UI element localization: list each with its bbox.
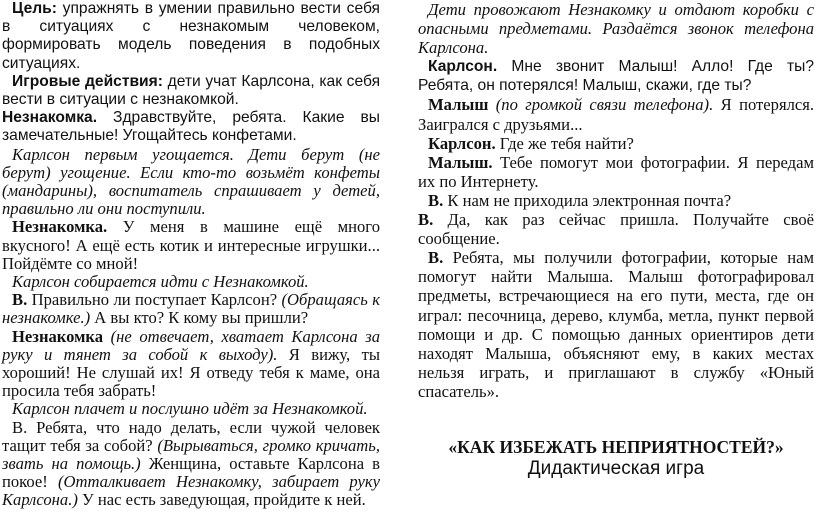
malysh-lost	[418, 95, 814, 133]
line-text: К нам не приходила электронная почта?	[443, 190, 732, 210]
section-title: «КАК ИЗБЕЖАТЬ НЕПРИЯТНОСТЕЙ?»	[448, 437, 784, 457]
line-text: Женщина, оставьте Карлсона в покое!	[2, 454, 381, 492]
section-subtitle: Дидактическая игра	[527, 458, 705, 479]
stranger-invitation	[2, 218, 380, 273]
line-text: А вы кто? К кому вы пришли?	[90, 308, 309, 328]
teacher-email-arrived	[418, 210, 814, 248]
stage-direction-inline: (Отталкивает Незнакомку, забирает руку Карлсона.)	[2, 472, 381, 510]
game-actions-label: Игровые действия:	[12, 72, 163, 90]
goal-label: Цель:	[12, 0, 57, 17]
left-column	[2, 0, 380, 510]
stage-direction-treats: Карлсон первым угощается. Дети берут (не берут) угощение. Если кто-то возьмёт конфеты (мандарины), воспитатель спрашивает у детей, правильно ли они поступили.	[2, 144, 380, 219]
speaker-label: В.	[418, 210, 434, 230]
speaker-label: Малыш.	[428, 152, 493, 172]
game-actions-text: дети учат Карлсона, как себя вести в ситуации с незнакомкой.	[2, 72, 381, 109]
stranger-greeting	[2, 109, 380, 145]
speaker-label: Карлсон.	[428, 58, 498, 76]
teacher-email-question	[418, 191, 814, 210]
speaker-label: Незнакомка.	[2, 109, 98, 127]
stage-direction-inline: (по громкой связи телефона).	[488, 95, 714, 115]
malysh-photos	[418, 153, 814, 191]
line-text: Здравствуйте, ребята. Какие вы замечательные! Угощайтесь конфетами.	[2, 109, 380, 145]
speaker-label: В.	[428, 248, 444, 268]
line-text: У меня в машине ещё много вкусного! А ещё есть котик и интересные игрушки... Пойдёмте со мной!	[2, 217, 380, 273]
stage-direction-inline: (не отвечает, хватает Карлсона за руку и тянет за собой к выходу).	[2, 326, 380, 364]
goal-paragraph	[2, 0, 380, 73]
right-column	[418, 0, 814, 401]
line-text: У нас есть заведующая, пройдите к ней.	[77, 490, 366, 510]
speaker-label: Незнакомка	[12, 326, 104, 346]
goal-text: упражнять в умении правильно вести себя в ситуациях с незнакомым человеком, формировать модель поведения в подобных ситуациях.	[2, 0, 380, 72]
teacher-question	[2, 291, 380, 327]
teacher-photos-explanation	[418, 248, 814, 401]
line-text: Я потерялся. Заигрался с друзьями...	[418, 95, 814, 134]
teacher-intervention	[2, 419, 380, 510]
line-text: Мне звонит Малыш! Алло! Где ты? Ребята, он потерялся! Малыш, скажи, где ты?	[418, 58, 814, 95]
line-text: Да, как раз сейчас пришла. Получайте своё сообщение.	[418, 210, 814, 249]
line-text: Тебе помогут мои фотографии. Я передам их по Интернету.	[418, 152, 814, 191]
game-actions-paragraph	[2, 73, 380, 109]
stage-direction-inline: (Вырываться, громко кричать, звать на помощь.)	[2, 435, 380, 474]
line-text: В. Ребята, что надо делать, если чужой человек тащит тебя за собой?	[2, 417, 380, 455]
speaker-label: Карлсон.	[428, 133, 496, 153]
stage-direction-phone: Дети провожают Незнакомку и отдают коробки с опасными предметами. Раздаётся звонок телефона Карлсона.	[418, 0, 814, 58]
line-text: Где же тебя найти?	[495, 133, 634, 153]
line-text: Ребята, мы получили фотографии, которые нам помогут найти Малыша. Малыш фотографировал предметы, встречающиеся на его пути, места, где он играл: песочница, дерево, клумба, метла, пункт первой помощи и др. С помощью данных ориентиров дети находят Малыша, объясняют ему, в каких местах нельзя играть, и приглашают в службу «Юный спасатель».	[418, 248, 814, 401]
line-text: Правильно ли поступает Карлсон?	[27, 290, 282, 310]
stage-direction-inline: (Обращаясь к незнакомке.)	[2, 290, 380, 328]
speaker-label: Малыш	[428, 95, 489, 115]
speaker-label: Незнакомка.	[12, 217, 108, 237]
speaker-label: В.	[12, 290, 28, 310]
line-text: Я вижу, ты хороший! Не слушай их! Я отведу тебя к маме, она просила тебя забрать!	[2, 344, 380, 401]
speaker-label: В.	[428, 190, 444, 210]
stage-direction-crying: Карлсон плачет и послушно идёт за Незнакомкой.	[12, 399, 368, 419]
stranger-grabs	[2, 328, 380, 401]
stage-direction-leaving: Карлсон собирается идти с Незнакомкой.	[12, 272, 309, 292]
karlson-call	[418, 57, 814, 95]
karlson-question	[418, 134, 814, 153]
